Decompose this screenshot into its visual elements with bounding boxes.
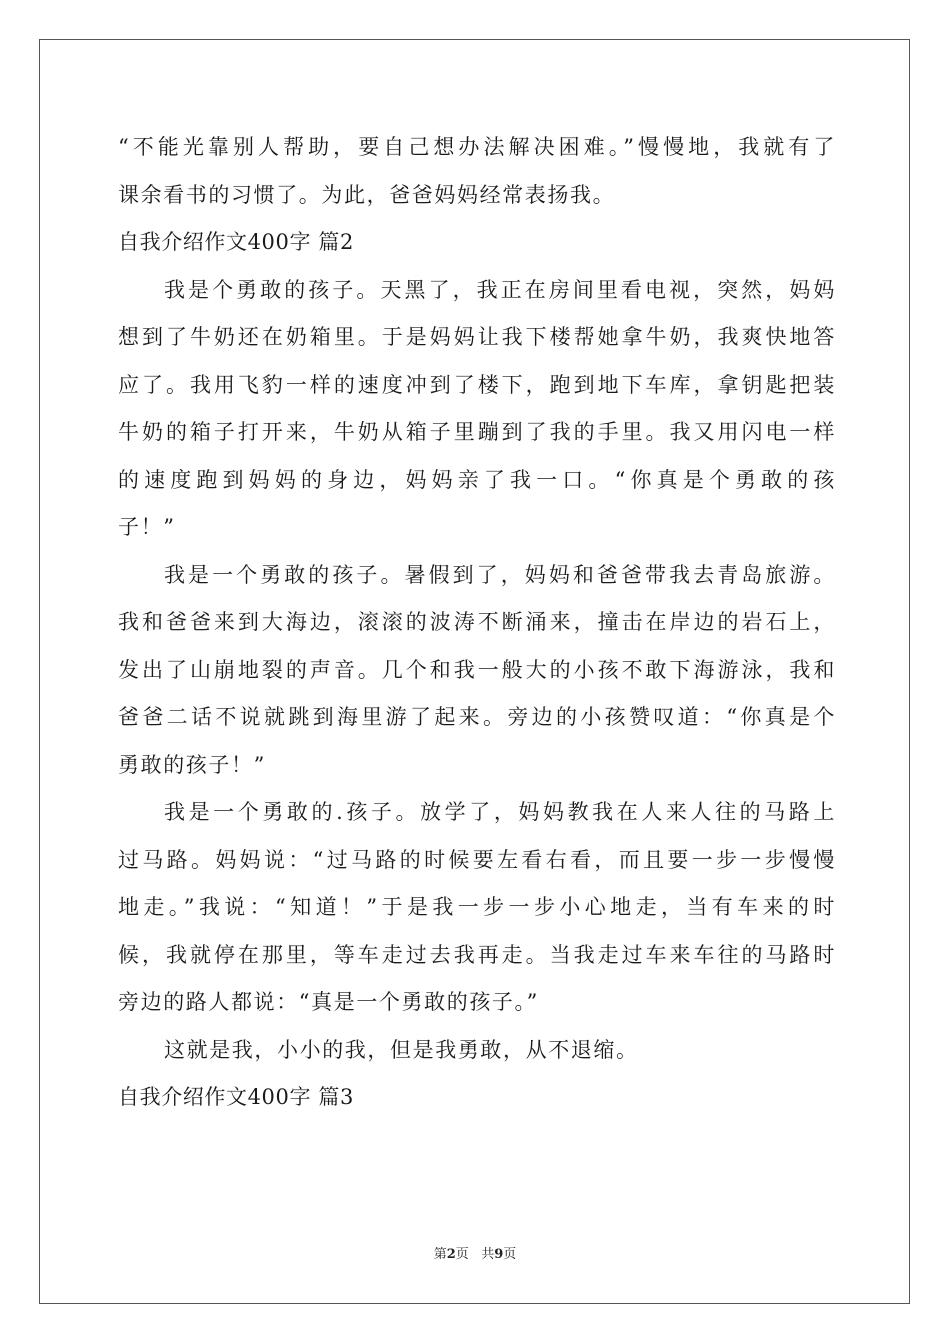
paragraph-line: 过马路。妈妈说：“过马路的时候要左看右看，而且要一步一步慢慢 (118, 847, 836, 872)
paragraph-line: 我是一个勇敢的.孩子。放学了，妈妈教我在人来人往的马路上 (164, 800, 836, 824)
paragraph-line: 子！” (118, 515, 176, 539)
paragraph-line: 我是个勇敢的孩子。天黑了，我正在房间里看电视，突然，妈妈 (164, 277, 836, 302)
section-heading: 自我介绍作文400字 篇3 (118, 1085, 354, 1109)
total-pages: 9 (494, 1247, 504, 1262)
paragraph-line: 这就是我，小小的我，但是我勇敢，从不退缩。 (164, 1037, 639, 1062)
paragraph-line: 牛奶的箱子打开来，牛奶从箱子里蹦到了我的手里。我又用闪电一样 (118, 420, 836, 444)
paragraph-line: 想到了牛奶还在奶箱里。于是妈妈让我下楼帮她拿牛奶，我爽快地答 (118, 325, 836, 349)
paragraph-line: 应了。我用飞豹一样的速度冲到了楼下，跑到地下车库，拿钥匙把装 (118, 372, 836, 397)
paragraph-line: 我和爸爸来到大海边，滚滚的波涛不断涌来，撞击在岸边的岩石上， (118, 610, 836, 634)
paragraph-line: 爸爸二话不说就跳到海里游了起来。旁边的小孩赞叹道：“你真是个 (118, 705, 836, 729)
paragraph-line: 发出了山崩地裂的声音。几个和我一般大的小孩不敢下海游泳，我和 (118, 657, 836, 682)
page-footer (0, 1243, 950, 1262)
paragraph-line: 地走。”我说：“知道！”于是我一步一步小心地走，当有车来的时 (118, 895, 836, 919)
page-number: 2 (446, 1247, 456, 1262)
paragraph-line: 旁边的路人都说：“真是一个勇敢的孩子。” (118, 990, 539, 1014)
page-suffix: 页 (455, 1247, 469, 1262)
paragraph-line: 勇敢的孩子！” (118, 752, 266, 777)
paragraph-line: 的速度跑到妈妈的身边，妈妈亲了我一口。“你真是个勇敢的孩 (118, 467, 836, 492)
page-prefix: 第 (433, 1247, 447, 1262)
paragraph-line: 候，我就停在那里，等车走过去我再走。当我走过车来车往的马路时 (118, 942, 836, 967)
paragraph-line: 我是一个勇敢的孩子。暑假到了，妈妈和爸爸带我去青岛旅游。 (164, 562, 836, 587)
paragraph-line: 课余看书的习惯了。为此，爸爸妈妈经常表扬我。 (118, 182, 616, 207)
total-suffix: 页 (503, 1247, 517, 1262)
document-body (118, 124, 836, 1122)
paragraph-line: “不能光靠别人帮助，要自己想办法解决困难。”慢慢地，我就有了 (118, 135, 836, 159)
section-heading: 自我介绍作文400字 篇2 (118, 230, 354, 254)
total-prefix: 共 (481, 1247, 495, 1262)
